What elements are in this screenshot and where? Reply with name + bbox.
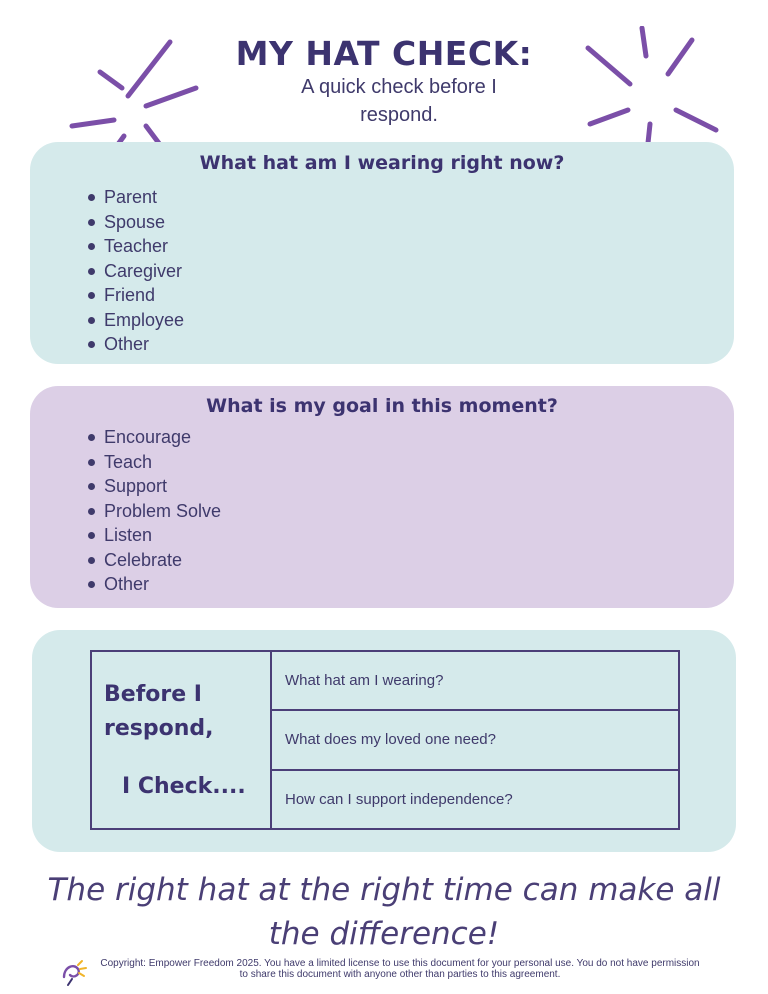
bullet-icon	[88, 219, 95, 226]
bullet-icon	[88, 194, 95, 201]
check-question: How can I support independence?	[285, 790, 513, 808]
list-item	[88, 499, 221, 524]
bullet-icon	[88, 459, 95, 466]
list-item-label: Support	[104, 476, 168, 496]
i-check-label: I Check....	[122, 774, 246, 799]
bullet-icon	[88, 581, 95, 588]
list-item-label: Problem Solve	[104, 500, 222, 521]
table-row	[272, 771, 678, 828]
list-item	[88, 185, 184, 210]
list-item	[88, 308, 184, 333]
check-question: What hat am I wearing?	[285, 672, 444, 690]
bullet-icon	[88, 317, 95, 324]
list-item	[88, 572, 221, 597]
bullet-icon	[88, 508, 95, 515]
list-item	[88, 425, 221, 450]
list-item	[88, 474, 221, 499]
goal-list	[88, 425, 221, 597]
hat-panel	[30, 142, 734, 364]
list-item-label: Other	[104, 334, 150, 354]
bullet-icon	[88, 268, 95, 275]
table-row	[272, 652, 678, 711]
goal-panel	[30, 386, 734, 608]
hat-list	[88, 185, 184, 357]
list-item	[88, 283, 184, 308]
hat-heading: What hat am I wearing right now?	[199, 152, 565, 174]
goal-heading: What is my goal in this moment?	[206, 395, 558, 417]
list-item	[88, 210, 184, 235]
list-item-label: Encourage	[104, 427, 192, 447]
list-item	[88, 259, 184, 284]
bullet-icon	[88, 341, 95, 348]
list-item-label: Caregiver	[104, 260, 183, 281]
before-respond-label: Before I respond,	[104, 682, 214, 741]
list-item	[88, 332, 184, 357]
list-item-label: Listen	[104, 525, 153, 545]
check-table-questions	[272, 652, 678, 828]
list-item	[88, 234, 184, 259]
list-item-label: Teach	[104, 451, 153, 472]
check-table	[90, 650, 680, 830]
page-subtitle: A quick check before I respond.	[301, 76, 497, 126]
tagline: The right hat at the right time can make all the difference!	[47, 872, 721, 952]
check-question: What does my loved one need?	[285, 731, 496, 749]
table-row	[272, 711, 678, 770]
bullet-icon	[88, 434, 95, 441]
list-item-label: Spouse	[104, 211, 166, 232]
list-item-label: Teacher	[104, 236, 169, 256]
list-item-label: Parent	[104, 187, 158, 207]
list-item-label: Celebrate	[104, 549, 183, 570]
check-table-label-cell	[92, 652, 272, 828]
list-item-label: Friend	[104, 285, 156, 305]
bullet-icon	[88, 557, 95, 564]
list-item	[88, 450, 221, 475]
copyright-notice: Copyright: Empower Freedom 2025. You have a limited license to use this document for your personal use. You do not have permission to share this document with anyone other than parties to this agreement.	[100, 958, 700, 980]
list-item	[88, 548, 221, 573]
page-title: MY HAT CHECK:	[235, 34, 533, 73]
bullet-icon	[88, 243, 95, 250]
bullet-icon	[88, 292, 95, 299]
check-panel	[32, 630, 736, 852]
list-item-label: Other	[104, 574, 150, 594]
list-item	[88, 523, 221, 548]
empower-freedom-logo	[58, 957, 88, 987]
bullet-icon	[88, 483, 95, 490]
bullet-icon	[88, 532, 95, 539]
list-item-label: Employee	[104, 309, 185, 330]
